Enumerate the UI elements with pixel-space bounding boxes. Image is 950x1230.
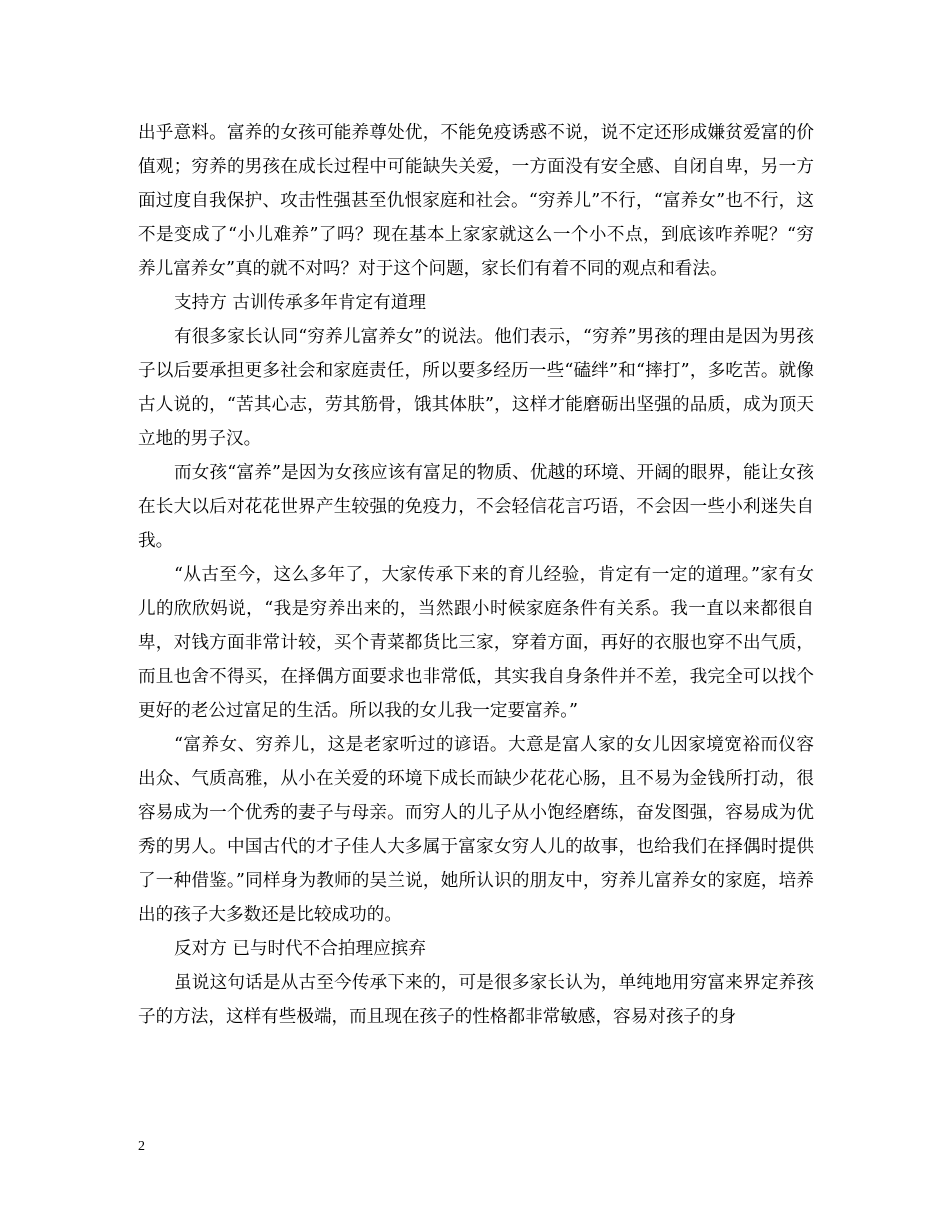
paragraph-wu-lan-quote: “富养女、穷养儿，这是老家听过的谚语。大意是富人家的女儿因家境宽裕而仪容出众、气质高雅，从小在关爱的环境下成长而缺少花花心肠，且不易为金钱所打动，很容易成为一个优秀的妻子与母亲。而穷人的儿子从小饱经磨练，奋发图强，容易成为优秀的男人。中国古代的才子佳人大多属于富家女穷人儿的故事，也给我们在择偶时提供了一种借鉴。”同样身为教师的吴兰说，她所认识的朋友中，穷养儿富养女的家庭，培养出的孩子大多数还是比较成功的。 bbox=[138, 735, 814, 925]
paragraph-supporters-reason: 有很多家长认同“穷养儿富养女”的说法。他们表示，“穷养”男孩的理由是因为男孩子以后要承担更多社会和家庭责任，所以要多经历一些“磕绊”和“摔打”，多吃苦。就像古人说的，“苦其心志，劳其筋骨，饿其体肤”，这样才能磨砺出坚强的品质，成为顶天立地的男子汉。 bbox=[138, 327, 814, 449]
paragraph-girls-rich-raising: 而女孩“富养”是因为女孩应该有富足的物质、优越的环境、开阔的眼界，能让女孩在长大以后对花花世界产生较强的免疫力，不会轻信花言巧语，不会因一些小利迷失自我。 bbox=[138, 463, 814, 551]
document-body bbox=[138, 116, 814, 1034]
section-heading-opponents: 反对方 已与时代不合拍理应摈弃 bbox=[174, 939, 426, 959]
paragraph-continuation: 出乎意料。富养的女孩可能养尊处优，不能免疫诱惑不说，说不定还形成嫌贫爱富的价值观；穷养的男孩在成长过程中可能缺失关爱，一方面没有安全感、自闭自卑，另一方面过度自我保护、攻击性强甚至仇恨家庭和社会。“穷养儿”不行，“富养女”也不行，这不是变成了“小儿难养”了吗？现在基本上家家就这么一个小不点，到底该咋养呢？“穷养儿富养女”真的就不对吗？对于这个问题，家长们有着不同的观点和看法。 bbox=[138, 123, 814, 279]
section-heading-supporters: 支持方 古训传承多年肯定有道理 bbox=[174, 293, 426, 313]
paragraph-opponents-view: 虽说这句话是从古至今传承下来的，可是很多家长认为，单纯地用穷富来界定养孩子的方法，这样有些极端，而且现在孩子的性格都非常敏感，容易对孩子的身 bbox=[138, 973, 814, 1027]
paragraph-xinxin-mother-quote: “从古至今，这么多年了，大家传承下来的育儿经验，肯定有一定的道理。”家有女儿的欣欣妈说，“我是穷养出来的，当然跟小时候家庭条件有关系。我一直以来都很自卑，对钱方面非常计较，买个青菜都货比三家，穿着方面，再好的衣服也穿不出气质，而且也舍不得买，在择偶方面要求也非常低，其实我自身条件并不差，我完全可以找个更好的老公过富足的生活。所以我的女儿我一定要富养。” bbox=[138, 565, 814, 721]
page-number: 2 bbox=[138, 1139, 145, 1154]
